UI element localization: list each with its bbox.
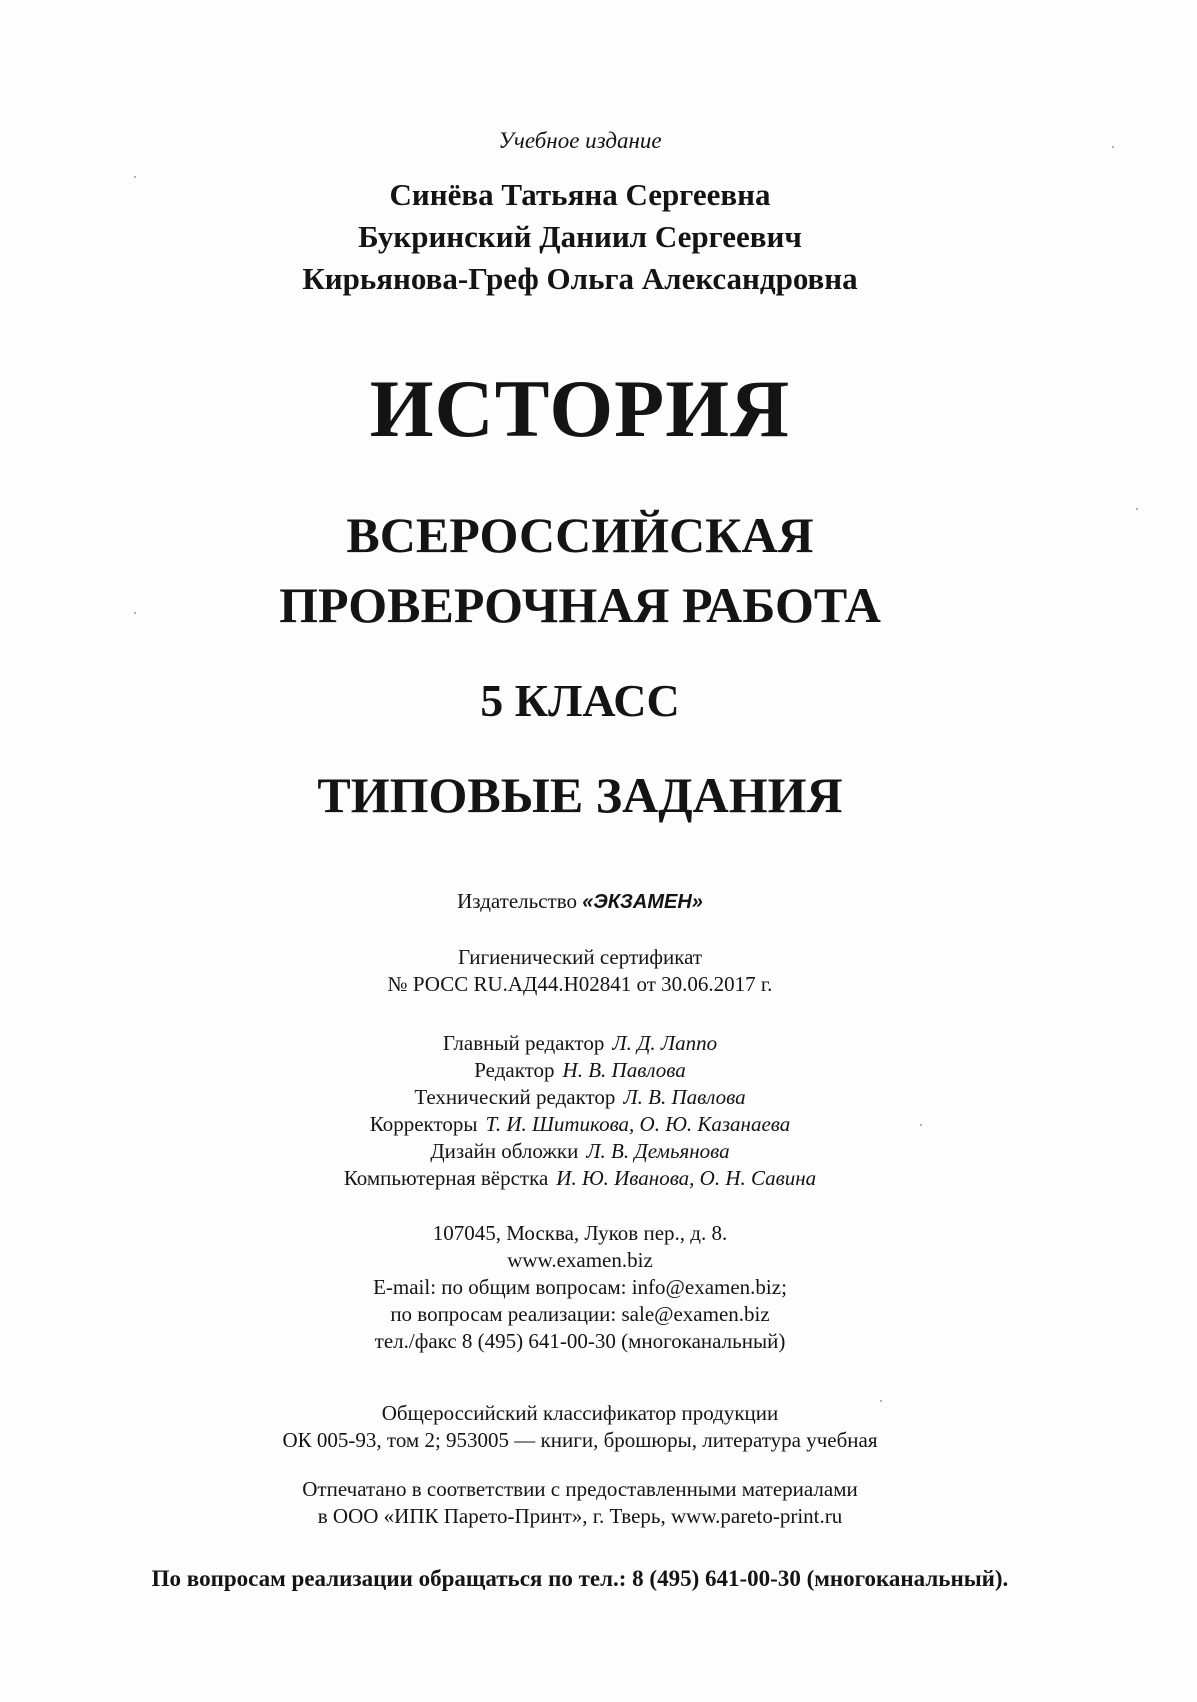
author-name: Синёва Татьяна Сергеевна [389, 177, 771, 212]
staff-row [0, 1111, 1160, 1138]
scan-speck [920, 1124, 922, 1126]
staff-name: Т. И. Шитикова, О. Ю. Казанаева [485, 1112, 791, 1136]
work-title-line: ПРОВЕРОЧНАЯ РАБОТА [279, 577, 881, 633]
classifier-code: ОК 005-93, том 2; 953005 — книги, брошюры, литература учебная [282, 1428, 878, 1452]
staff-name: И. Ю. Иванова, О. Н. Савина [556, 1166, 817, 1190]
series-block [0, 760, 1160, 830]
footer-block [0, 1566, 1160, 1592]
staff-role: Главный редактор [442, 1031, 605, 1055]
staff-role: Компьютерная вёрстка [343, 1166, 549, 1190]
staff-row [0, 1165, 1160, 1192]
staff-name: Л. Д. Лаппо [612, 1031, 718, 1055]
contacts-block [0, 1220, 1160, 1355]
authors-block [0, 174, 1160, 300]
work-title-block [0, 500, 1160, 640]
certificate-block [0, 944, 1160, 998]
staff-block [0, 1030, 1160, 1192]
classifier-block [0, 1400, 1160, 1454]
author-name: Кирьянова-Греф Ольга Александровна [302, 261, 858, 296]
certificate-title: Гигиенический сертификат [457, 945, 703, 969]
printing-house: в ООО «ИПК Парето-Принт», г. Тверь, www.pareto-print.ru [317, 1504, 843, 1528]
staff-row [0, 1030, 1160, 1057]
scan-speck [134, 612, 136, 614]
staff-name: Л. В. Павлова [623, 1085, 746, 1109]
scan-speck [1112, 146, 1114, 148]
printing-block [0, 1476, 1160, 1530]
subject-title [0, 362, 1160, 456]
contact-email-general: E-mail: по общим вопросам: info@examen.biz; [373, 1275, 787, 1299]
series-heading: ТИПОВЫЕ ЗАДАНИЯ [317, 767, 843, 823]
scan-speck [134, 176, 136, 178]
contact-phone: тел./факс 8 (495) 641-00-30 (многоканальный) [374, 1329, 786, 1353]
staff-role: Технический редактор [414, 1085, 616, 1109]
staff-role: Редактор [474, 1058, 555, 1082]
printing-note: Отпечатано в соответствии с предоставленными материалами [302, 1477, 858, 1501]
work-title-line: ВСЕРОССИЙСКАЯ [346, 507, 814, 563]
author-name: Букринский Даниил Сергеевич [358, 219, 802, 254]
staff-row [0, 1138, 1160, 1165]
contact-address: 107045, Москва, Луков пер., д. 8. [432, 1221, 728, 1245]
scan-speck [1136, 508, 1138, 510]
staff-row [0, 1057, 1160, 1084]
subject-heading: ИСТОРИЯ [369, 363, 791, 454]
edition-type-block [0, 128, 1160, 154]
scan-speck [880, 1400, 882, 1402]
staff-role: Дизайн обложки [430, 1139, 579, 1163]
contact-website: www.examen.biz [507, 1248, 653, 1272]
contact-email-sales: по вопросам реализации: sale@examen.biz [390, 1302, 770, 1326]
publisher-name: «ЭКЗАМЕН» [582, 891, 703, 913]
grade-heading: 5 КЛАСС [480, 675, 680, 726]
staff-role: Корректоры [369, 1112, 478, 1136]
footer-sales-phone: По вопросам реализации обращаться по тел.: 8 (495) 641-00-30 (многоканальный). [151, 1566, 1009, 1591]
staff-name: Н. В. Павлова [562, 1058, 686, 1082]
edition-type: Учебное издание [498, 128, 662, 153]
grade-block [0, 674, 1160, 727]
staff-name: Л. В. Демьянова [586, 1139, 730, 1163]
staff-row [0, 1084, 1160, 1111]
classifier-title: Общероссийский классификатор продукции [381, 1401, 779, 1425]
publisher-line [0, 888, 1160, 916]
publisher-label: Издательство [457, 889, 577, 913]
certificate-number: № РОСС RU.АД44.Н02841 от 30.06.2017 г. [387, 972, 773, 996]
